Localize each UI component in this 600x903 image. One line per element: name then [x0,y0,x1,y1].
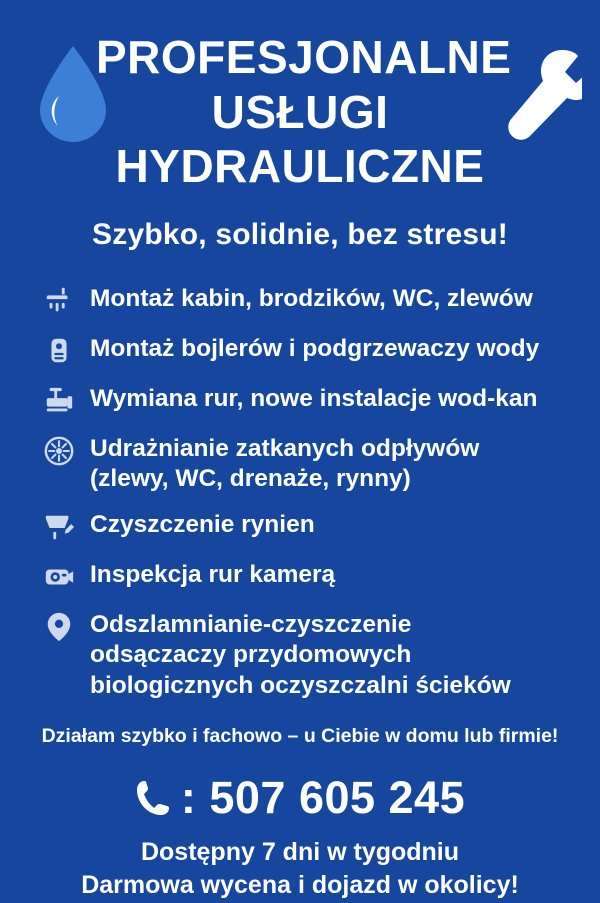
water-heater-icon [42,334,76,368]
list-item [42,508,582,544]
service-line: Czyszczenie rynien [90,511,315,539]
phone-icon [135,778,169,818]
page-title [0,30,600,194]
service-line: Inspekcja rur kamerą [90,561,336,589]
title-line-3: HYDRAULICZNE [115,140,485,193]
list-item [42,558,582,594]
service-line: biologicznych oczyszczalni ścieków [90,671,511,699]
phone-label: : 507 605 245 [180,771,466,823]
subtitle: Szybko, solidnie, bez stresu! [92,218,508,251]
footer-line-1: Dostępny 7 dni w tygodniu [140,837,460,866]
poster-header [0,0,600,210]
location-pin-icon [42,610,76,644]
list-item [42,432,582,494]
list-item-label [90,332,539,364]
tagline: Działam szybko i fachowo – u Ciebie w domu lub firmie! [41,724,559,747]
footer [0,836,600,903]
footer-line-2: Darmowa wycena i dojazd w okolicy! [81,871,519,900]
list-item-label [90,558,335,590]
service-line: Montaż kabin, brodzików, WC, zlewów [90,285,533,312]
list-item-label [90,382,537,414]
phone-number[interactable] [0,772,600,824]
service-line: Odszlamnianie-czyszczenie [90,611,412,639]
list-item [42,608,582,700]
list-item-label [90,282,533,314]
list-item [42,282,582,318]
pipe-valve-icon [42,384,76,418]
drain-icon [42,434,76,468]
service-line: Udrażnianie zatkanych odpływów [90,435,480,462]
title-line-1: PROFESJONALNE [96,31,512,83]
list-item-label [90,508,315,540]
list-item [42,382,582,418]
service-line: odsączaczy przydomowych [90,641,412,669]
services-list [0,282,600,715]
list-item-label [90,608,511,700]
service-line: Montaż bojlerów i podgrzewaczy wody [90,335,540,362]
camera-icon [42,560,76,594]
service-line: (zlewy, WC, drenaże, rynny) [90,465,411,493]
shower-icon [42,284,76,318]
list-item [42,332,582,368]
list-item-label [90,432,479,494]
title-line-2: USŁUGI [211,85,389,138]
service-line: Wymiana rur, nowe instalacje wod-kan [90,385,538,412]
gutter-cleaning-icon [42,510,76,544]
